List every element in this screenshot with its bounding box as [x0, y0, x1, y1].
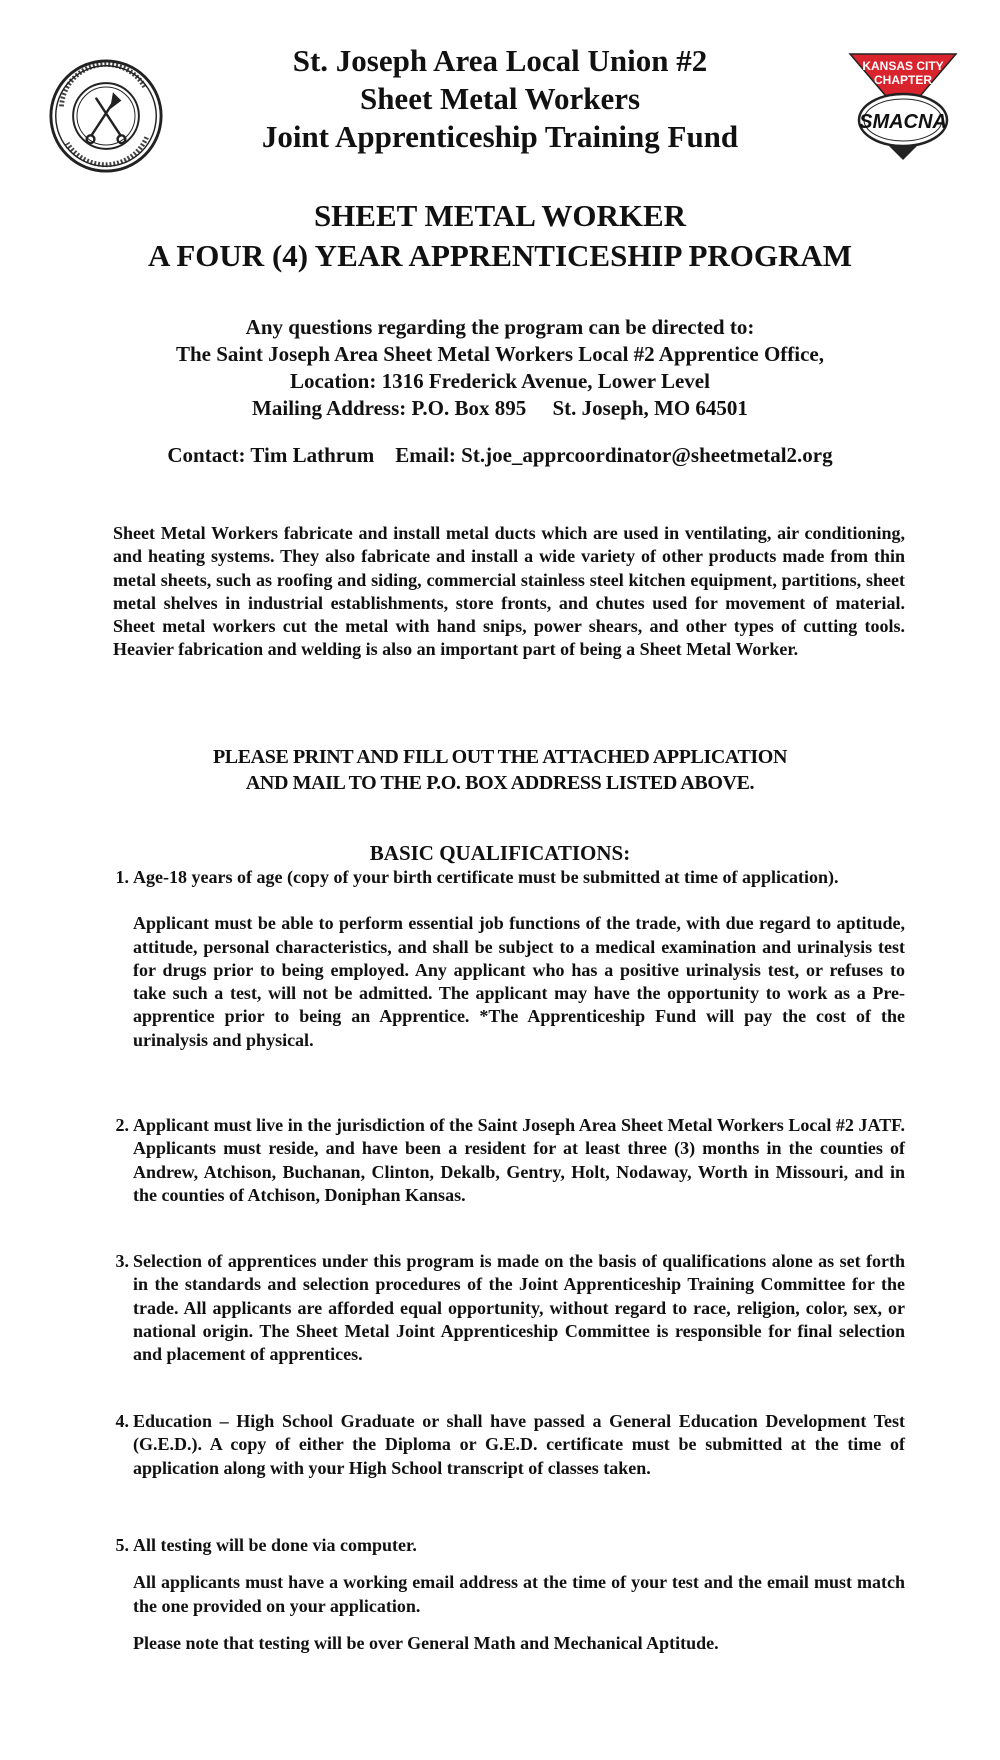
program-title-line: SHEET METAL WORKER: [313, 198, 687, 233]
item-paragraph: Applicant must be able to perform essential job functions of the trade, with due regard to aptitude, attitude, personal characteristics, and shall be subject to a medical examination and urinalysis test for drugs prior to being employed. Any applicant who has a positive urinalysis test, or refuses to take such a test, will not be admitted. The applicant may have the opportunity to work as a Pre-apprentice prior to being an Apprentice. *The Apprenticeship Fund will pay the cost of the urinalysis and physical.: [133, 913, 905, 1050]
contact-person-email: Contact: Tim Lathrum Email: St.joe_apprcoordinator@sheetmetal2.org: [167, 443, 833, 467]
print-notice: [80, 744, 920, 796]
item-paragraph: Please note that testing will be over General Math and Mechanical Aptitude.: [133, 1632, 719, 1653]
qualification-item: [115, 1534, 905, 1655]
header-title-line: Sheet Metal Workers: [359, 81, 641, 116]
chapter-text: CHAPTER: [873, 73, 933, 87]
item-paragraph: Education – High School Graduate or shall have passed a General Education Development Test (G.E.D.). A copy of either the Diploma or G.E.D. certificate must be submitted at the time of application along with your High School transcript of classes taken.: [133, 1411, 905, 1478]
intro-paragraph: Sheet Metal Workers fabricate and install metal ducts which are used in ventilating, air conditioning, and heating systems. They also fabricate and install a wide variety of other products made from thin metal sheets, such as roofing and siding, commercial stainless steel kitchen equipment, partitions, sheet metal shelves in industrial establishments, store fronts, and chutes used for movement of material. Sheet metal workers cut the metal with hand snips, power shears, and other types of cutting tools. Heavier fabrication and welding is also an important part of being a Sheet Metal Worker.: [113, 523, 905, 660]
mailing-address-line: Mailing Address: P.O. Box 895 St. Joseph, MO 64501: [252, 396, 748, 420]
item-number: 3.: [115, 1251, 129, 1271]
header-title: [200, 42, 800, 156]
smacna-text: SMACNA: [859, 111, 947, 133]
print-notice-line: AND MAIL TO THE P.O. BOX ADDRESS LISTED ABOVE.: [245, 772, 755, 794]
header-title-line: Joint Apprenticeship Training Fund: [261, 119, 739, 154]
program-title: [80, 196, 920, 276]
qualifications-heading: BASIC QUALIFICATIONS:: [369, 841, 631, 865]
item-paragraph: Applicant must live in the jurisdiction of the Saint Joseph Area Sheet Metal Workers Local #2 JATF. Applicants must reside, and have been a resident for at least three (3) months in the counties of Andrew, Atchison, Buchanan, Clinton, Dekalb, Gentry, Holt, Nodaway, Worth in Missouri, and in the counties of Atchison, Doniphan Kansas.: [133, 1115, 905, 1205]
program-title-line: A FOUR (4) YEAR APPRENTICESHIP PROGRAM: [147, 238, 853, 273]
item-paragraph: All testing will be done via computer.: [133, 1535, 417, 1555]
contact-line: The Saint Joseph Area Sheet Metal Workers Local #2 Apprentice Office,: [175, 342, 825, 366]
item-number: 2.: [115, 1115, 129, 1135]
sheet-metal-workers-seal-logo: [48, 58, 164, 174]
header-title-line: St. Joseph Area Local Union #2: [292, 43, 708, 78]
item-paragraph: All applicants must have a working email address at the time of your test and the email must match the one provided on your application.: [133, 1572, 905, 1616]
item-paragraph: Age-18 years of age (copy of your birth certificate must be submitted at time of application).: [133, 867, 839, 887]
print-notice-line: PLEASE PRINT AND FILL OUT THE ATTACHED APPLICATION: [212, 746, 788, 768]
qualification-item: [115, 1410, 905, 1480]
qualification-item: [115, 866, 905, 1052]
contact-block: [80, 314, 920, 422]
qualification-item: [115, 1250, 905, 1366]
qualification-item: [115, 1114, 905, 1207]
kansas-city-text: KANSAS CITY: [862, 59, 944, 73]
contact-line: Any questions regarding the program can be directed to:: [245, 315, 755, 339]
item-paragraph: Selection of apprentices under this program is made on the basis of qualifications alone as set forth in the standards and selection procedures of the Joint Apprenticeship Training Committee for the trade. All applicants are afforded equal opportunity, without regard to race, religion, color, sex, or national origin. The Sheet Metal Joint Apprenticeship Committee is responsible for final selection and placement of apprentices.: [133, 1251, 905, 1365]
item-number: 1.: [115, 867, 129, 887]
item-number: 4.: [115, 1411, 129, 1431]
smacna-kansas-city-chapter-logo: [846, 50, 960, 162]
item-number: 5.: [115, 1535, 129, 1555]
contact-line: Location: 1316 Frederick Avenue, Lower Level: [290, 369, 710, 393]
